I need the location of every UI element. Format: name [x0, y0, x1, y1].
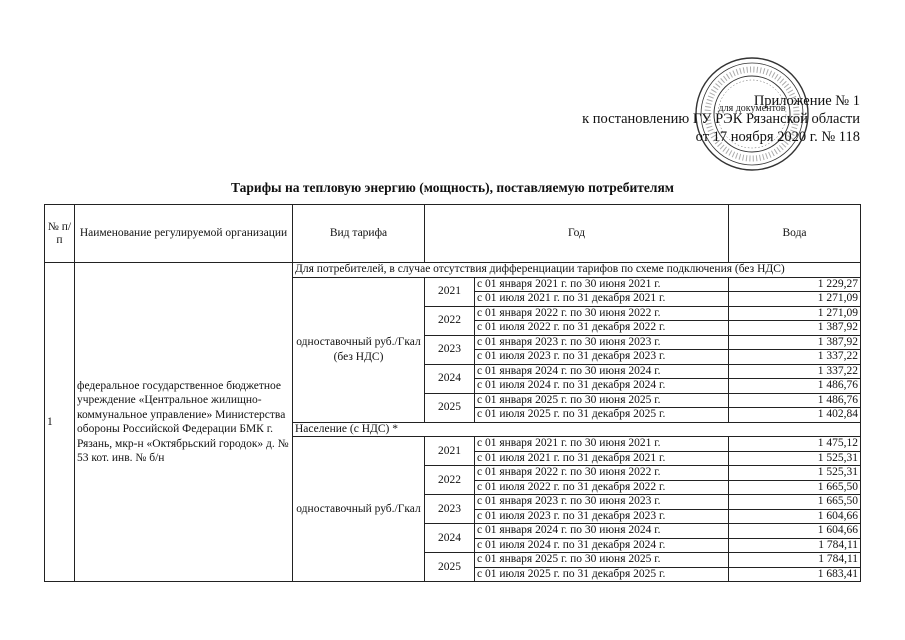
water-tariff-value: 1 486,76 [729, 379, 861, 394]
period-cell: с 01 июля 2021 г. по 31 декабря 2021 г. [475, 292, 729, 307]
resolution-reference: к постановлению ГУ РЭК Рязанской области [582, 111, 860, 127]
period-cell: с 01 июля 2025 г. по 31 декабря 2025 г. [475, 408, 729, 423]
period-cell: с 01 января 2021 г. по 30 июня 2021 г. [475, 277, 729, 292]
water-tariff-value: 1 604,66 [729, 509, 861, 524]
tariff-type: одноставочный руб./Гкал (без НДС) [293, 277, 425, 422]
water-tariff-value: 1 337,22 [729, 364, 861, 379]
year-cell: 2024 [425, 364, 475, 393]
appendix-number: Приложение № 1 [753, 93, 860, 109]
tariff-table-body [45, 263, 861, 582]
seal-center-text: для документов [718, 103, 786, 114]
year-cell: 2025 [425, 393, 475, 422]
year-cell: 2022 [425, 306, 475, 335]
water-tariff-value: 1 683,41 [729, 567, 861, 582]
water-tariff-value: 1 784,11 [729, 538, 861, 553]
document-title: Тарифы на тепловую энергию (мощность), поставляемую потребителям [231, 180, 674, 195]
water-tariff-value: 1 229,27 [729, 277, 861, 292]
col-header-year: Год [425, 205, 729, 263]
water-tariff-value: 1 525,31 [729, 466, 861, 481]
water-tariff-value: 1 337,22 [729, 350, 861, 365]
water-tariff-value: 1 402,84 [729, 408, 861, 423]
period-cell: с 01 июля 2025 г. по 31 декабря 2025 г. [475, 567, 729, 582]
period-cell: с 01 января 2022 г. по 30 июня 2022 г. [475, 466, 729, 481]
col-header-water: Вода [729, 205, 861, 263]
section-header-row [45, 263, 861, 278]
col-header-organization: Наименование регулируемой организации [75, 205, 293, 263]
water-tariff-value: 1 387,92 [729, 335, 861, 350]
period-cell: с 01 января 2023 г. по 30 июня 2023 г. [475, 335, 729, 350]
year-cell: 2023 [425, 335, 475, 364]
water-tariff-value: 1 475,12 [729, 437, 861, 452]
water-tariff-value: 1 271,09 [729, 306, 861, 321]
document-header [582, 92, 860, 146]
year-cell: 2021 [425, 277, 475, 306]
water-tariff-value: 1 271,09 [729, 292, 861, 307]
period-cell: с 01 января 2022 г. по 30 июня 2022 г. [475, 306, 729, 321]
col-header-tariff-type: Вид тарифа [293, 205, 425, 263]
water-tariff-value: 1 387,92 [729, 321, 861, 336]
water-tariff-value: 1 604,66 [729, 524, 861, 539]
period-cell: с 01 июля 2022 г. по 31 декабря 2022 г. [475, 321, 729, 336]
organization-name: федеральное государственное бюджетное учреждение «Центральное жилищно-коммунальное управление» Министерства обороны Российской Федерации БМК г. Рязань, мкр-н «Октябрьский городок» д. № 53 кот. инв. № б/н [75, 263, 293, 582]
water-tariff-value: 1 486,76 [729, 393, 861, 408]
period-cell: с 01 января 2025 г. по 30 июня 2025 г. [475, 553, 729, 568]
period-cell: с 01 июля 2022 г. по 31 декабря 2022 г. [475, 480, 729, 495]
year-cell: 2023 [425, 495, 475, 524]
period-cell: с 01 января 2025 г. по 30 июня 2025 г. [475, 393, 729, 408]
period-cell: с 01 июля 2021 г. по 31 декабря 2021 г. [475, 451, 729, 466]
table-header-row [45, 205, 861, 263]
period-cell: с 01 января 2024 г. по 30 июня 2024 г. [475, 524, 729, 539]
col-header-number: № п/п [45, 205, 75, 263]
period-cell: с 01 января 2023 г. по 30 июня 2023 г. [475, 495, 729, 510]
period-cell: с 01 июля 2023 г. по 31 декабря 2023 г. [475, 509, 729, 524]
resolution-date: от 17 ноября 2020 г. № 118 [695, 129, 860, 145]
period-cell: с 01 июля 2024 г. по 31 декабря 2024 г. [475, 538, 729, 553]
year-cell: 2022 [425, 466, 475, 495]
tariff-type: одноставочный руб./Гкал [293, 437, 425, 582]
section-title: Для потребителей, в случае отсутствия дифференциации тарифов по схеме подключения (без НДС) [293, 263, 861, 278]
period-cell: с 01 января 2024 г. по 30 июня 2024 г. [475, 364, 729, 379]
row-number: 1 [45, 263, 75, 582]
period-cell: с 01 января 2021 г. по 30 июня 2021 г. [475, 437, 729, 452]
period-cell: с 01 июля 2024 г. по 31 декабря 2024 г. [475, 379, 729, 394]
tariff-table [44, 204, 861, 582]
water-tariff-value: 1 525,31 [729, 451, 861, 466]
water-tariff-value: 1 665,50 [729, 495, 861, 510]
period-cell: с 01 июля 2023 г. по 31 декабря 2023 г. [475, 350, 729, 365]
water-tariff-value: 1 665,50 [729, 480, 861, 495]
section-title: Население (с НДС) * [293, 422, 861, 437]
year-cell: 2021 [425, 437, 475, 466]
year-cell: 2024 [425, 524, 475, 553]
water-tariff-value: 1 784,11 [729, 553, 861, 568]
year-cell: 2025 [425, 553, 475, 582]
